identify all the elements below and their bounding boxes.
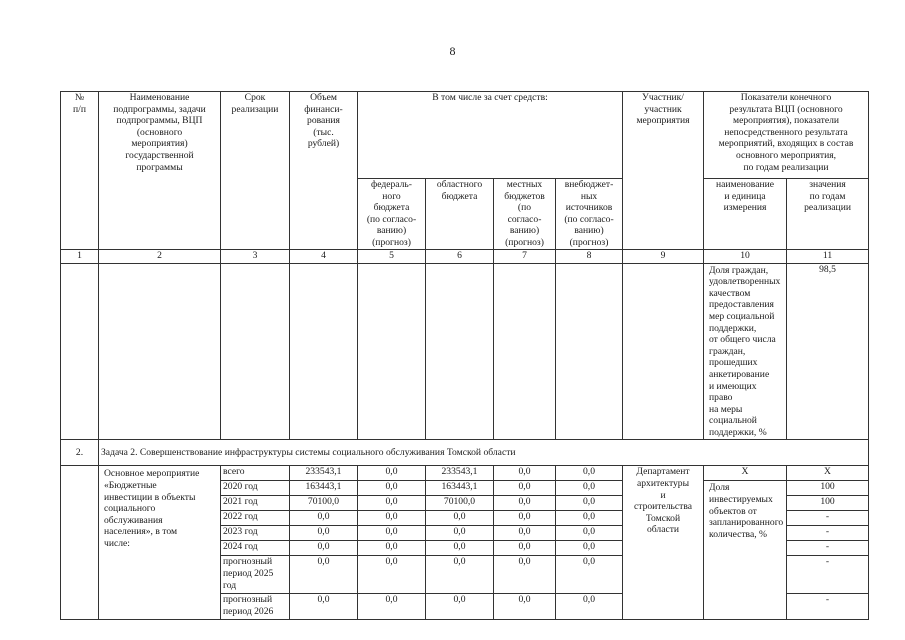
extra-value: 0,0 bbox=[556, 556, 623, 594]
period: 2020 год bbox=[221, 481, 290, 496]
extra-value: 0,0 bbox=[556, 594, 623, 620]
column-numbers-row bbox=[61, 249, 869, 263]
col-number: 1 bbox=[61, 249, 99, 263]
extra-value: 0,0 bbox=[556, 466, 623, 481]
regional-value: 0,0 bbox=[426, 526, 494, 541]
total-value: 233543,1 bbox=[290, 466, 358, 481]
program-table bbox=[60, 91, 869, 620]
measure-name: Основное мероприятие «Бюджетные инвестиции в объекты социального обслуживания населения», в том числе: bbox=[99, 466, 221, 620]
header-federal: федераль- ного бюджета (по согласо- ванию) (прогноз) bbox=[358, 179, 426, 250]
extra-value: 0,0 bbox=[556, 496, 623, 511]
federal-value: 0,0 bbox=[358, 526, 426, 541]
local-value: 0,0 bbox=[494, 556, 556, 594]
federal-value: 0,0 bbox=[358, 511, 426, 526]
indicator-value: Х bbox=[787, 466, 869, 481]
header-extra: внебюджет- ных источников (по согласо- ванию) (прогноз) bbox=[556, 179, 623, 250]
period: прогнозный период 2026 bbox=[221, 594, 290, 620]
federal-value: 0,0 bbox=[358, 496, 426, 511]
header-term: Срок реализации bbox=[221, 92, 290, 250]
extra-value: 0,0 bbox=[556, 511, 623, 526]
header-name: Наименование подпрограммы, задачи подпрограммы, ВЦП (основного мероприятия) государственной программы bbox=[99, 92, 221, 250]
period: 2021 год bbox=[221, 496, 290, 511]
indicator-value: - bbox=[787, 556, 869, 594]
indicator-value: - bbox=[787, 594, 869, 620]
federal-value: 0,0 bbox=[358, 556, 426, 594]
col-number: 3 bbox=[221, 249, 290, 263]
total-value: 163443,1 bbox=[290, 481, 358, 496]
col-number: 5 bbox=[358, 249, 426, 263]
regional-value: 233543,1 bbox=[426, 466, 494, 481]
period: всего bbox=[221, 466, 290, 481]
regional-value: 0,0 bbox=[426, 556, 494, 594]
header-indicator-values: значения по годам реализации bbox=[787, 179, 869, 250]
header-volume: Объем финанси- рования (тыс. рублей) bbox=[290, 92, 358, 250]
indicator-name: Доля инвестируемых объектов от запланированного количества, % bbox=[704, 481, 787, 620]
col-number: 11 bbox=[787, 249, 869, 263]
page-number: 8 bbox=[449, 44, 456, 58]
extra-value: 0,0 bbox=[556, 481, 623, 496]
task2-title: Задача 2. Совершенствование инфраструктуры системы социального обслуживания Томской области bbox=[99, 440, 869, 466]
measure-participant: Департамент архитектуры и строительства Томской области bbox=[623, 466, 704, 620]
local-value: 0,0 bbox=[494, 511, 556, 526]
prev-indicator-value: 98,5 bbox=[787, 263, 869, 440]
regional-value: 0,0 bbox=[426, 511, 494, 526]
indicator-name-total: Х bbox=[704, 466, 787, 481]
local-value: 0,0 bbox=[494, 496, 556, 511]
indicator-value: 100 bbox=[787, 496, 869, 511]
col-number: 6 bbox=[426, 249, 494, 263]
task2-row bbox=[61, 440, 869, 466]
federal-value: 0,0 bbox=[358, 481, 426, 496]
period: 2022 год bbox=[221, 511, 290, 526]
col-number: 7 bbox=[494, 249, 556, 263]
col-number: 8 bbox=[556, 249, 623, 263]
local-value: 0,0 bbox=[494, 526, 556, 541]
total-value: 0,0 bbox=[290, 511, 358, 526]
measure-row-total bbox=[61, 466, 869, 481]
header-participant: Участник/ участник мероприятия bbox=[623, 92, 704, 250]
header-indicators-group: Показатели конечного результата ВЦП (основного мероприятия), показатели непосредственного результата мероприятий, входящих в состав основного мероприятия, по годам реализации bbox=[704, 92, 869, 179]
local-value: 0,0 bbox=[494, 466, 556, 481]
local-value: 0,0 bbox=[494, 541, 556, 556]
header-indicator-name: наименование и единица измерения bbox=[704, 179, 787, 250]
col-number: 2 bbox=[99, 249, 221, 263]
total-value: 70100,0 bbox=[290, 496, 358, 511]
period: 2023 год bbox=[221, 526, 290, 541]
total-value: 0,0 bbox=[290, 541, 358, 556]
col-number: 9 bbox=[623, 249, 704, 263]
period: прогнозный период 2025 год bbox=[221, 556, 290, 594]
header-sources-group: В том числе за счет средств: bbox=[358, 92, 623, 179]
total-value: 0,0 bbox=[290, 594, 358, 620]
regional-value: 163443,1 bbox=[426, 481, 494, 496]
indicator-value: 100 bbox=[787, 481, 869, 496]
local-value: 0,0 bbox=[494, 594, 556, 620]
header-regional: областного бюджета bbox=[426, 179, 494, 250]
task2-number: 2. bbox=[61, 440, 99, 466]
indicator-value: - bbox=[787, 541, 869, 556]
federal-value: 0,0 bbox=[358, 594, 426, 620]
extra-value: 0,0 bbox=[556, 526, 623, 541]
total-value: 0,0 bbox=[290, 556, 358, 594]
prev-indicator-name: Доля граждан, удовлетворенных качеством предоставления мер социальной поддержки, от общего числа граждан, прошедших анкетирование и имеющих право на меры социальной поддержки, % bbox=[704, 263, 787, 440]
federal-value: 0,0 bbox=[358, 541, 426, 556]
extra-value: 0,0 bbox=[556, 541, 623, 556]
local-value: 0,0 bbox=[494, 481, 556, 496]
header-num: № п/п bbox=[61, 92, 99, 250]
regional-value: 70100,0 bbox=[426, 496, 494, 511]
federal-value: 0,0 bbox=[358, 466, 426, 481]
period: 2024 год bbox=[221, 541, 290, 556]
indicator-value: - bbox=[787, 526, 869, 541]
regional-value: 0,0 bbox=[426, 594, 494, 620]
col-number: 10 bbox=[704, 249, 787, 263]
header-local: местных бюджетов (по согласо- ванию) (прогноз) bbox=[494, 179, 556, 250]
col-number: 4 bbox=[290, 249, 358, 263]
prev-indicator-row bbox=[61, 263, 869, 440]
regional-value: 0,0 bbox=[426, 541, 494, 556]
indicator-value: - bbox=[787, 511, 869, 526]
total-value: 0,0 bbox=[290, 526, 358, 541]
